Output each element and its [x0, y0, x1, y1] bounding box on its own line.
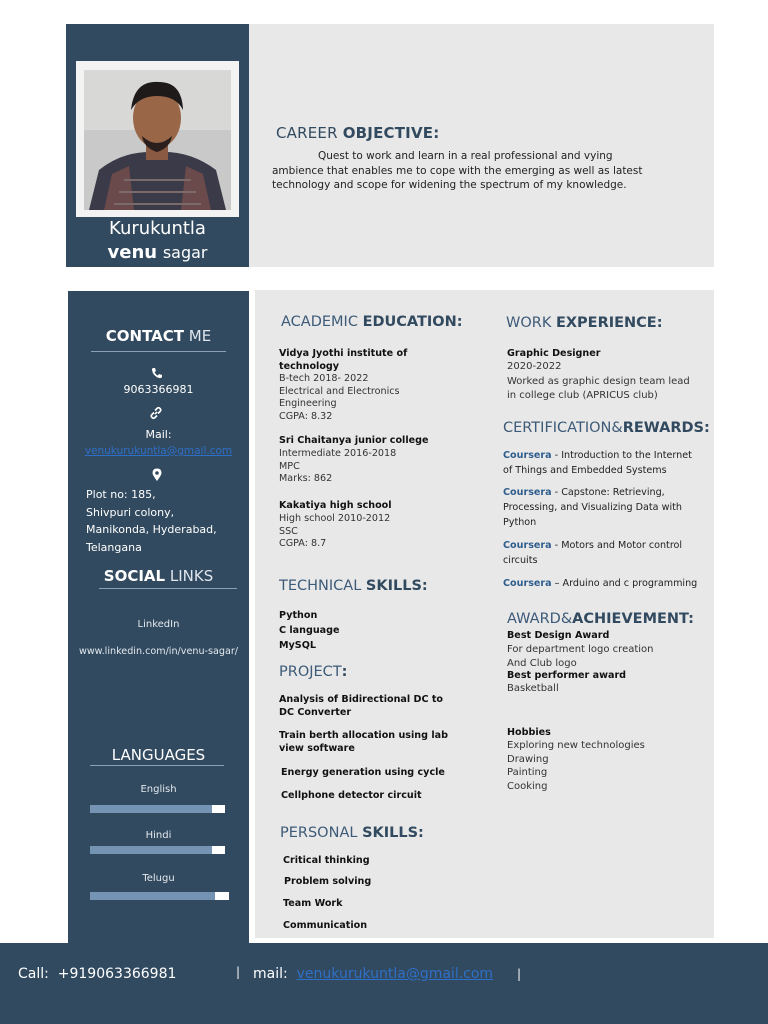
- career-head-bold: OBJECTIVE:: [342, 124, 440, 142]
- language-bar-hindi: [90, 846, 225, 854]
- education-line: Electrical and Electronics: [279, 385, 400, 397]
- award-heading: [507, 611, 694, 627]
- skill-item: Python: [279, 610, 318, 621]
- education-head-light: ACADEMIC: [281, 314, 358, 330]
- certification-item: [503, 538, 703, 568]
- header-objective-panel: [249, 24, 714, 267]
- social-head-bold: SOCIAL: [103, 567, 166, 585]
- phone-icon: [151, 367, 163, 379]
- award-details: [507, 643, 654, 670]
- address-line: Plot no: 185,: [86, 488, 156, 501]
- education-line: High school 2010-2012: [279, 513, 391, 524]
- education-line: CGPA: 8.7: [279, 538, 327, 549]
- award-head-light: AWARD&: [507, 611, 573, 627]
- language-bar-telugu: [90, 892, 229, 900]
- personal-skill-item: Communication: [283, 920, 368, 931]
- education-line: Marks: 862: [279, 473, 333, 484]
- language-name-telugu: Telugu: [142, 873, 175, 884]
- cert-sep: -: [551, 450, 562, 461]
- work-description: Worked as graphic design team lead in college club (APRICUS club): [507, 376, 690, 401]
- skill-item: MySQL: [279, 640, 316, 651]
- project-item: Energy generation using cycle: [281, 767, 445, 778]
- link-icon: [149, 406, 163, 420]
- skill-item: C language: [279, 625, 340, 636]
- contact-address: [86, 486, 246, 556]
- hobby-item: Cooking: [507, 780, 548, 792]
- mail-label: Mail:: [145, 428, 172, 441]
- cert-text: Introduction to the Internet of Things and Embedded Systems: [503, 450, 692, 476]
- social-heading: [68, 567, 249, 585]
- education-line: Intermediate 2016-2018: [279, 448, 397, 459]
- skills-head-bold: SKILLS:: [365, 578, 428, 594]
- education-school: Vidya Jyothi institute of technology: [279, 348, 408, 372]
- education-line: Engineering: [279, 398, 337, 409]
- language-name-english: English: [140, 784, 177, 795]
- education-heading: [281, 314, 463, 330]
- personal-head-light: PERSONAL: [280, 825, 358, 841]
- cert-sep: –: [551, 578, 563, 589]
- address-line: Manikonda, Hyderabad,: [86, 523, 217, 536]
- education-line: CGPA: 8.32: [279, 410, 333, 422]
- technical-skills-list: [279, 608, 340, 653]
- award-title: Best performer award: [507, 670, 627, 681]
- education-head-bold: EDUCATION:: [362, 314, 463, 330]
- location-icon: [152, 468, 162, 482]
- personal-skill-item: Team Work: [283, 898, 343, 909]
- project-heading: [279, 664, 347, 680]
- education-line: B-tech 2018- 2022: [279, 373, 369, 384]
- cert-text: Motors and Motor control circuits: [503, 540, 683, 566]
- project-item: Cellphone detector circuit: [281, 790, 422, 801]
- contact-divider: [91, 351, 226, 352]
- linkedin-label: LinkedIn: [137, 619, 180, 630]
- certification-item: [503, 485, 703, 530]
- career-head-light: CAREER: [276, 124, 338, 142]
- education-line: MPC: [279, 460, 300, 472]
- name-line-2: [66, 241, 249, 265]
- address-line: Telangana: [86, 540, 142, 554]
- education-school: Kakatiya high school: [279, 500, 392, 511]
- career-objective-text: Quest to work and learn in a real professional and vying ambience that enables me to cope with the emerging as well as latest technology and scope for widening the spectrum of my knowledge.: [272, 150, 643, 192]
- cert-text: Capstone: Retrieving, Processing, and Visualizing Data with Python: [503, 487, 682, 528]
- certification-item: [503, 448, 703, 478]
- award-title: Best Design Award: [507, 630, 610, 641]
- profile-photo: [84, 70, 231, 210]
- footer-call-value: +919063366981: [57, 966, 177, 982]
- cert-org: Coursera: [503, 450, 552, 461]
- hobby-item: Exploring new technologies: [507, 740, 645, 751]
- language-bar-english: [90, 805, 225, 813]
- footer-email-link[interactable]: venukurukuntla@gmail.com: [296, 966, 494, 982]
- education-details: [279, 373, 439, 423]
- language-bar-fill: [90, 892, 215, 900]
- languages-head-text: LANGUAGES: [111, 746, 206, 764]
- project-head-text: PROJECT: [279, 664, 342, 680]
- cert-org: Coursera: [503, 578, 552, 589]
- technical-skills-heading: [279, 578, 428, 594]
- footer-call: [18, 966, 176, 982]
- contact-head-light: ME: [188, 327, 212, 345]
- cert-org: Coursera: [503, 487, 552, 498]
- contact-phone: 9063366981: [123, 383, 194, 396]
- languages-divider: [90, 765, 224, 766]
- award-line: Basketball: [507, 683, 559, 694]
- personal-skill-item: Critical thinking: [283, 855, 370, 866]
- footer-separator: |: [236, 965, 241, 979]
- name-line-1: Kurukuntla: [109, 218, 206, 239]
- footer-separator: |: [517, 967, 522, 981]
- languages-heading: [68, 746, 249, 764]
- cert-text: Arduino and c programming: [562, 578, 698, 589]
- cert-sep: -: [551, 487, 562, 498]
- certification-heading: [503, 420, 710, 436]
- award-line: For department logo creation: [507, 644, 654, 655]
- personal-skill-item: Problem solving: [284, 876, 372, 887]
- certification-item: [503, 576, 703, 591]
- footer-bar: [0, 943, 768, 1024]
- contact-heading: [68, 327, 249, 345]
- cert-sep: -: [551, 540, 562, 551]
- cert-head-light: CERTIFICATION&: [503, 420, 623, 436]
- name-bold: venu: [107, 242, 158, 263]
- project-item: Train berth allocation using lab view software: [279, 730, 448, 754]
- footer-mail-label: mail:: [253, 966, 288, 982]
- contact-email-link[interactable]: venukurukuntla@gmail.com: [84, 445, 233, 457]
- work-experience-heading: [506, 315, 663, 331]
- social-divider: [99, 588, 237, 589]
- education-details: [279, 513, 439, 551]
- language-bar-fill: [90, 805, 212, 813]
- candidate-name: [66, 217, 249, 265]
- social-head-light: LINKS: [169, 567, 214, 585]
- language-name-hindi: Hindi: [145, 830, 172, 841]
- linkedin-url[interactable]: www.linkedin.com/in/venu-sagar/: [78, 646, 239, 657]
- career-objective-heading: [276, 124, 439, 142]
- footer-call-label: Call:: [18, 966, 49, 982]
- personal-head-bold: SKILLS:: [362, 825, 424, 841]
- work-years: 2020-2022: [507, 361, 562, 372]
- language-bar-fill: [90, 846, 212, 854]
- hobbies-heading: Hobbies: [507, 727, 551, 738]
- hobby-item: Painting: [507, 767, 548, 778]
- education-details: [279, 448, 439, 486]
- award-line: And Club logo: [507, 657, 577, 669]
- address-line: Shivpuri colony,: [86, 505, 175, 519]
- work-head-light: WORK: [506, 315, 552, 331]
- skills-head-light: TECHNICAL: [279, 578, 362, 594]
- work-role: Graphic Designer: [507, 348, 601, 359]
- personal-skills-heading: [280, 825, 424, 841]
- hobbies-list: [507, 739, 645, 793]
- cert-org: Coursera: [503, 540, 552, 551]
- education-school: Sri Chaitanya junior college: [279, 435, 429, 446]
- work-head-bold: EXPERIENCE:: [555, 315, 663, 331]
- footer-mail: [253, 966, 493, 982]
- project-head-colon: :: [341, 664, 348, 680]
- hobby-item: Drawing: [507, 753, 549, 765]
- education-line: SSC: [279, 525, 298, 537]
- project-item: Analysis of Bidirectional DC to DC Converter: [279, 694, 444, 718]
- cert-head-bold: REWARDS:: [622, 420, 710, 436]
- contact-head-bold: CONTACT: [105, 327, 185, 345]
- award-head-bold: ACHIEVEMENT:: [572, 611, 694, 627]
- name-rest: sagar: [162, 243, 208, 262]
